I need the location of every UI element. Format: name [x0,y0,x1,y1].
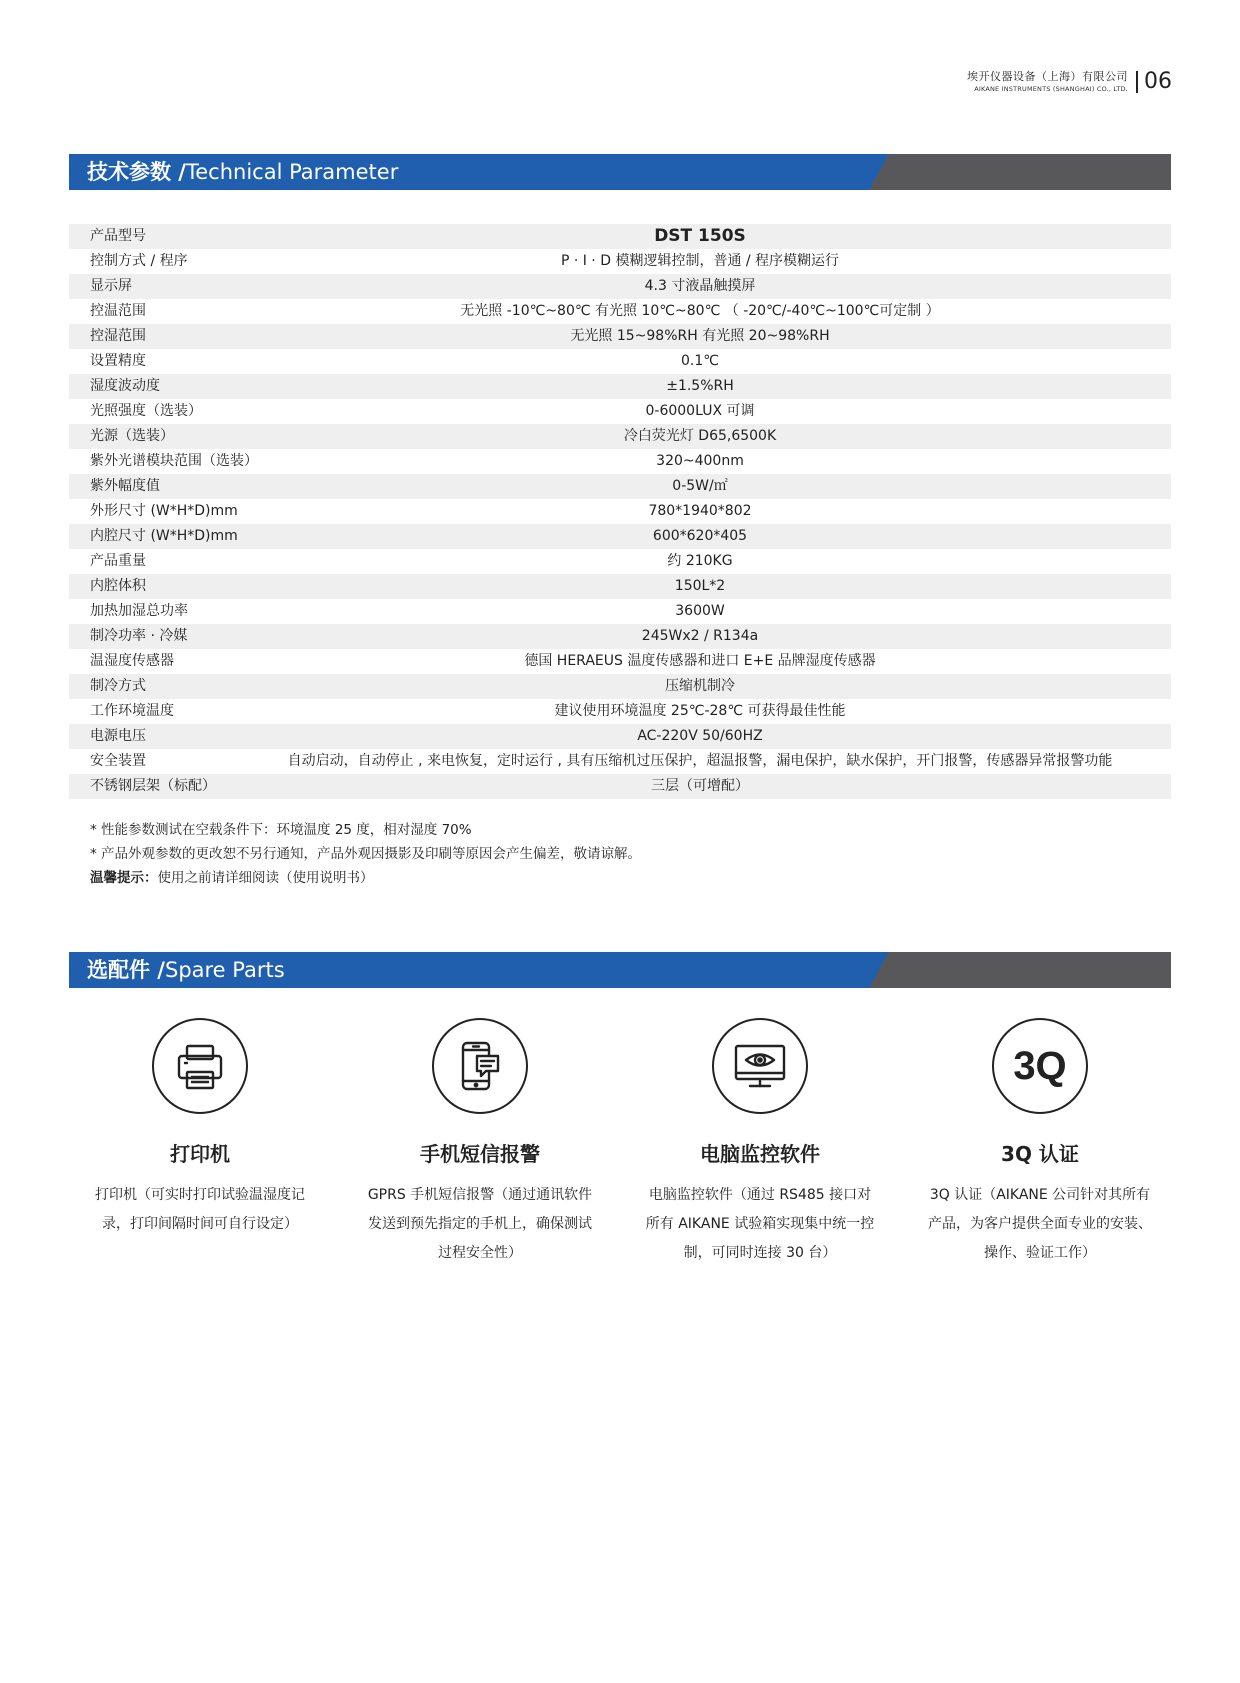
company-name [967,70,1128,94]
printer-icon [152,1018,248,1114]
parameter-label: 内腔尺寸 (W*H*D)mm [90,528,238,544]
tech-section-bar [69,154,1171,190]
parameter-label: 产品型号 [90,228,146,244]
parameter-value: 德国 HERAEUS 温度传感器和进口 E+E 品牌湿度传感器 [524,653,876,669]
spare-section-bar [69,952,1171,988]
parameter-value: 压缩机制冷 [665,678,735,694]
parameter-value: 0-6000LUX 可调 [645,403,755,419]
parameter-row [69,299,1171,324]
parameter-label: 不锈钢层架（标配） [90,778,216,794]
parameter-label: 紫外幅度值 [90,478,160,494]
parameter-row [69,774,1171,799]
parameter-value: 0.1℃ [681,353,719,369]
notes [90,818,641,890]
tip-note [90,866,641,890]
parameter-label: 电源电压 [90,728,146,744]
parameter-label: 工作环境温度 [90,703,174,719]
parameter-value: 600*620*405 [652,528,748,544]
parameter-value: 245Wx2 / R134a [641,628,759,644]
parameter-table [69,224,1171,799]
parameter-row [69,399,1171,424]
parameter-row [69,324,1171,349]
spare-part-desc: 电脑监控软件（通过 RS485 接口对所有 AIKANE 试验箱实现集中统一控制，可同时连接 30 台） [645,1187,875,1261]
parameter-value: 无光照 -10℃~80℃ 有光照 10℃~80℃ （ -20℃/-40℃~100℃可定制 ） [460,303,940,319]
3q-icon [992,1018,1088,1114]
parameter-row [69,424,1171,449]
parameter-label: 温湿度传感器 [90,653,174,669]
parameter-row [69,674,1171,699]
page-number: 06 [1144,69,1172,94]
spare-part-title: 3Q 认证 [1001,1142,1079,1166]
parameter-label: 光源（选装） [90,428,174,444]
spare-part-3q [900,1018,1180,1268]
spare-section-title-en: Spare Parts [164,958,285,982]
parameter-label: 加热加湿总功率 [90,603,188,619]
note-2: * 产品外观参数的更改恕不另行通知，产品外观因摄影及印刷等原因会产生偏差，敬请谅解。 [90,846,642,862]
header-divider [1136,71,1138,93]
parameter-value: DST 150S [654,226,746,246]
parameter-value: 150L*2 [674,578,726,594]
parameter-value: 0-5W/㎡ [672,478,728,494]
parameter-value: ±1.5%RH [666,378,734,394]
parameter-value: 约 210KG [667,553,733,569]
parameter-label: 制冷功率 · 冷媒 [90,628,188,644]
tip-text: 使用之前请详细阅读（使用说明书） [157,870,374,886]
parameter-label: 外形尺寸 (W*H*D)mm [90,503,238,519]
parameter-row [69,524,1171,549]
parameter-row [69,499,1171,524]
parameter-row [69,649,1171,674]
parameter-value: 320~400nm [656,453,744,469]
spare-part-desc: GPRS 手机短信报警（通过通讯软件发送到预先指定的手机上，确保测试过程安全性） [367,1187,593,1261]
parameter-row [69,349,1171,374]
company-name-cn: 埃开仪器设备（上海）有限公司 [967,70,1128,83]
spare-part-desc: 3Q 认证（AIKANE 公司针对其所有产品，为客户提供全面专业的安装、操作、验证工作） [928,1187,1152,1261]
parameter-value: 780*1940*802 [648,503,752,519]
note-1: * 性能参数测试在空载条件下：环境温度 25 度，相对湿度 70% [90,822,472,838]
spare-section-title [87,952,285,988]
parameter-row [69,724,1171,749]
parameter-label: 安全装置 [90,753,146,769]
spare-part-monitor-software [620,1018,900,1268]
parameter-label: 控湿范围 [90,328,146,344]
parameter-row [69,599,1171,624]
parameter-row [69,224,1171,249]
parameter-label: 内腔体积 [90,578,146,594]
parameter-label: 控制方式 / 程序 [90,253,188,269]
parameter-row [69,374,1171,399]
tip-label: 温馨提示： [90,870,158,886]
parameter-value: AC-220V 50/60HZ [637,728,763,744]
spare-parts-list [60,1018,1180,1268]
spare-part-title: 打印机 [170,1142,230,1166]
parameter-row [69,574,1171,599]
parameter-value: 4.3 寸液晶触摸屏 [644,278,756,294]
monitor-eye-icon [712,1018,808,1114]
spare-part-title: 手机短信报警 [420,1142,540,1166]
parameter-value: P · I · D 模糊逻辑控制，普通 / 程序模糊运行 [560,253,840,269]
parameter-row [69,449,1171,474]
parameter-value: 无光照 15~98%RH 有光照 20~98%RH [570,328,830,344]
parameter-value: 三层（可增配） [651,778,749,794]
parameter-row [69,249,1171,274]
spare-part-sms-alarm [340,1018,620,1268]
tech-section-title [87,154,398,190]
company-name-en: AIKANE INSTRUMENTS (SHANGHAI) CO., LTD. [974,85,1128,93]
parameter-row [69,474,1171,499]
spare-part-printer [60,1018,340,1268]
parameter-label: 产品重量 [90,553,146,569]
parameter-label: 紫外光谱模块范围（选装） [90,453,258,469]
parameter-value: 3600W [675,603,725,619]
parameter-label: 制冷方式 [90,678,146,694]
parameter-row [69,749,1171,774]
parameter-row [69,274,1171,299]
parameter-label: 光照强度（选装） [90,403,202,419]
tech-section-title-en: Technical Parameter [185,160,399,184]
parameter-label: 控温范围 [90,303,146,319]
parameter-row [69,624,1171,649]
3q-icon-text: 3Q [1013,1043,1067,1088]
spare-section-title-cn: 选配件 / [87,958,165,982]
phone-sms-icon [432,1018,528,1114]
parameter-value: 自动启动，自动停止 , 来电恢复，定时运行 , 具有压缩机过压保护，超温报警，漏电保护，缺水保护，开门报警，传感器异常报警功能 [287,753,1113,769]
parameter-label: 湿度波动度 [90,378,160,394]
spare-part-desc: 打印机（可实时打印试验温湿度记录，打印间隔时间可自行设定） [95,1187,305,1232]
parameter-value: 冷白荧光灯 D65,6500K [623,428,777,444]
page-header [967,70,1172,94]
parameter-row [69,699,1171,724]
parameter-label: 显示屏 [90,278,132,294]
tech-section-title-cn: 技术参数 / [87,160,186,184]
parameter-label: 设置精度 [90,353,146,369]
parameter-value: 建议使用环境温度 25℃-28℃ 可获得最佳性能 [554,703,846,719]
parameter-row [69,549,1171,574]
spare-part-title: 电脑监控软件 [700,1142,820,1166]
